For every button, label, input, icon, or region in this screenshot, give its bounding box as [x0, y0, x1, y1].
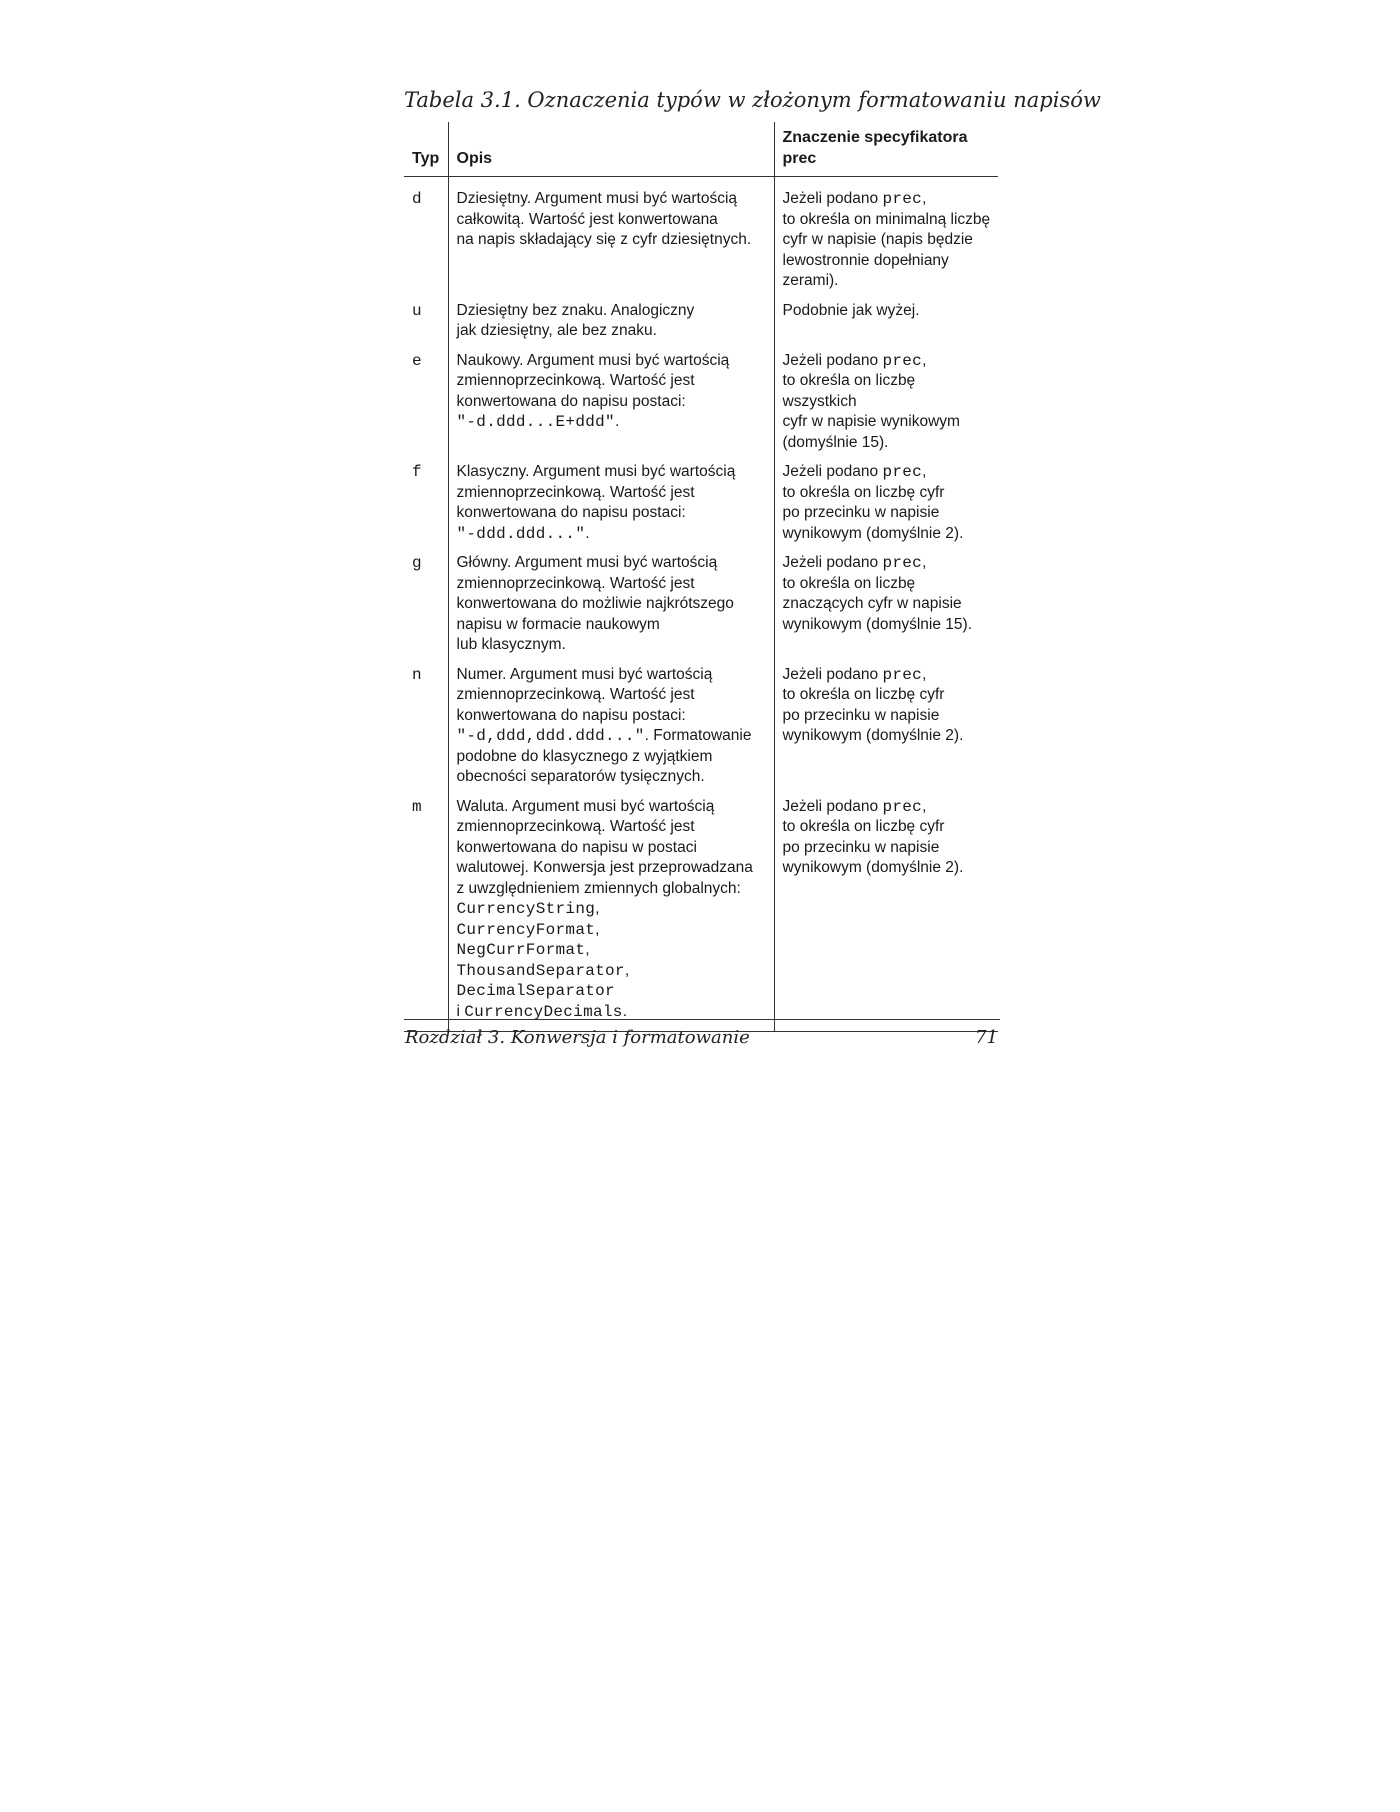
text-line: [457, 940, 768, 961]
header-opis: Opis: [448, 122, 774, 177]
text-line: to określa on liczbę wszystkich: [782, 372, 916, 410]
header-typ: Typ: [404, 122, 448, 177]
code-fragment: "-d.ddd...E+ddd": [456, 413, 615, 431]
code-fragment: prec: [882, 665, 923, 684]
text-line: konwertowana do możliwie najkrótszego: [456, 595, 734, 612]
code-fragment: "-d,ddd,ddd.ddd...": [456, 727, 645, 745]
page-number: 71: [975, 1027, 998, 1048]
text-line: zmiennoprzecinkową. Wartość jest: [456, 686, 695, 703]
text-fragment: . Formatowanie: [644, 727, 752, 744]
text-line: [457, 726, 768, 747]
type-code-cell: u: [404, 301, 448, 351]
text-line: to określa on liczbę: [782, 574, 916, 592]
text-line: zmiennoprzecinkową. Wartość jest: [456, 483, 695, 501]
code-fragment: prec: [882, 190, 923, 208]
code-fragment: prec: [882, 797, 923, 816]
text-line: na napis składający się z cyfr dziesiętnych.: [456, 231, 752, 248]
text-fragment: Jeżeli podano: [782, 463, 883, 480]
text-line: [457, 981, 768, 1002]
table-row: [404, 301, 998, 351]
text-line: po przecinku w napisie: [782, 706, 940, 724]
text-fragment: ,: [595, 900, 600, 917]
text-fragment: ,: [585, 941, 590, 958]
text-line: [457, 899, 768, 920]
text-line: Waluta. Argument musi być wartością: [456, 797, 715, 815]
prec-meaning-cell: [774, 351, 998, 463]
type-code-cell: g: [404, 553, 448, 665]
text-fragment: Jeżeli podano: [782, 190, 883, 207]
description-cell: [448, 177, 774, 301]
text-line: to określa on liczbę cyfr: [782, 483, 945, 501]
text-fragment: Jeżeli podano: [782, 554, 883, 571]
prec-meaning-cell: [774, 462, 998, 553]
format-types-table: [404, 122, 998, 1032]
text-line: zerami).: [782, 272, 839, 289]
prec-meaning-cell: [774, 177, 998, 301]
text-line: wynikowym (domyślnie 2).: [782, 727, 964, 744]
text-fragment: ,: [922, 351, 927, 369]
text-line: Dziesiętny. Argument musi być wartością: [456, 190, 738, 207]
code-fragment: prec: [882, 351, 923, 370]
text-line: (domyślnie 15).: [782, 433, 889, 451]
code-fragment: "-ddd.ddd...": [456, 524, 586, 543]
description-cell: [448, 553, 774, 665]
text-line: znaczących cyfr w napisie: [782, 595, 962, 612]
text-line: po przecinku w napisie: [782, 504, 940, 521]
text-line: [783, 665, 993, 686]
table-row: [404, 797, 998, 1032]
text-fragment: .: [622, 1002, 627, 1020]
text-fragment: ,: [595, 920, 600, 938]
code-fragment: NegCurrFormat: [456, 941, 586, 959]
text-line: Klasyczny. Argument musi być wartością: [456, 463, 736, 480]
text-line: lub klasycznym.: [456, 636, 566, 653]
text-line: wynikowym (domyślnie 15).: [782, 615, 972, 633]
description-cell: [448, 351, 774, 463]
text-line: z uwzględnieniem zmiennych globalnych:: [456, 879, 741, 897]
text-line: konwertowana do napisu postaci:: [456, 706, 686, 724]
code-fragment: CurrencyString: [456, 900, 596, 918]
text-line: cyfr w napisie (napis będzie: [782, 231, 973, 248]
text-line: podobne do klasycznego z wyjątkiem: [456, 747, 713, 765]
type-code-cell: d: [404, 177, 448, 301]
text-fragment: Jeżeli podano: [782, 797, 883, 815]
text-line: [783, 462, 993, 483]
text-line: [783, 351, 993, 372]
table-row: [404, 351, 998, 463]
table-body: [404, 177, 998, 1032]
code-fragment: prec: [882, 463, 923, 481]
text-line: całkowitą. Wartość jest konwertowana: [456, 210, 718, 228]
description-cell: [448, 665, 774, 797]
type-code-cell: e: [404, 351, 448, 463]
code-fragment: prec: [882, 554, 923, 572]
text-line: zmiennoprzecinkową. Wartość jest: [456, 574, 695, 592]
text-line: walutowej. Konwersja jest przeprowadzana: [456, 859, 753, 876]
code-fragment: CurrencyFormat: [456, 920, 596, 939]
table-row: [404, 177, 998, 301]
text-fragment: Jeżeli podano: [782, 665, 883, 683]
text-fragment: ,: [922, 190, 927, 207]
text-fragment: .: [614, 413, 620, 430]
description-cell: [448, 301, 774, 351]
text-line: Dziesiętny bez znaku. Analogiczny: [456, 301, 695, 319]
text-line: Podobnie jak wyżej.: [782, 301, 920, 319]
text-line: [457, 412, 768, 433]
description-cell: [448, 797, 774, 1032]
text-line: konwertowana do napisu postaci:: [456, 392, 686, 410]
table-row: [404, 553, 998, 665]
type-code-cell: n: [404, 665, 448, 797]
code-fragment: DecimalSeparator: [456, 982, 615, 1000]
text-fragment: ,: [922, 463, 927, 480]
type-code-cell: f: [404, 462, 448, 553]
text-line: [783, 797, 993, 818]
text-line: [783, 553, 993, 574]
text-line: to określa on minimalną liczbę: [782, 210, 991, 228]
text-line: lewostronnie dopełniany: [782, 251, 949, 269]
text-line: zmiennoprzecinkową. Wartość jest: [456, 372, 695, 389]
description-cell: [448, 462, 774, 553]
text-line: to określa on liczbę cyfr: [782, 818, 945, 835]
table-row: [404, 665, 998, 797]
footer-chapter: Rozdział 3. Konwersja i formatowanie: [405, 1027, 750, 1048]
prec-meaning-cell: [774, 553, 998, 665]
text-line: obecności separatorów tysięcznych.: [456, 768, 705, 785]
text-fragment: Jeżeli podano: [782, 351, 883, 369]
text-line: Główny. Argument musi być wartością: [456, 554, 718, 571]
type-code-cell: m: [404, 797, 448, 1032]
text-line: [783, 189, 993, 210]
code-fragment: ThousandSeparator: [456, 961, 625, 980]
text-fragment: i: [456, 1002, 465, 1020]
text-line: jak dziesiętny, ale bez znaku.: [456, 322, 657, 339]
text-line: konwertowana do napisu w postaci: [456, 838, 697, 856]
text-line: [457, 961, 768, 982]
table-row: [404, 462, 998, 553]
text-line: to określa on liczbę cyfr: [782, 686, 945, 703]
text-fragment: .: [585, 524, 590, 542]
footer-rule: [404, 1019, 1000, 1020]
text-fragment: ,: [624, 961, 630, 979]
prec-meaning-cell: [774, 301, 998, 351]
text-line: cyfr w napisie wynikowym: [782, 413, 960, 430]
text-fragment: ,: [922, 797, 927, 815]
code-fragment: CurrencyDecimals: [464, 1002, 623, 1021]
text-line: [457, 524, 768, 545]
header-prec: Znaczenie specyfikatora prec: [774, 122, 998, 177]
text-fragment: ,: [922, 665, 927, 683]
text-line: Naukowy. Argument musi być wartością: [456, 351, 730, 369]
text-line: po przecinku w napisie: [782, 838, 940, 856]
text-line: napisu w formacie naukowym: [456, 615, 660, 633]
text-line: wynikowym (domyślnie 2).: [782, 859, 964, 876]
text-line: konwertowana do napisu postaci:: [456, 504, 686, 521]
text-line: [457, 920, 768, 941]
text-line: zmiennoprzecinkową. Wartość jest: [456, 818, 695, 835]
prec-meaning-cell: [774, 797, 998, 1032]
text-line: Numer. Argument musi być wartością: [456, 665, 713, 683]
prec-meaning-cell: [774, 665, 998, 797]
table-caption: Tabela 3.1. Oznaczenia typów w złożonym formatowaniu napisów: [404, 88, 1101, 112]
text-line: wynikowym (domyślnie 2).: [782, 524, 964, 542]
table-header-row: [404, 122, 998, 177]
text-fragment: ,: [922, 554, 927, 571]
